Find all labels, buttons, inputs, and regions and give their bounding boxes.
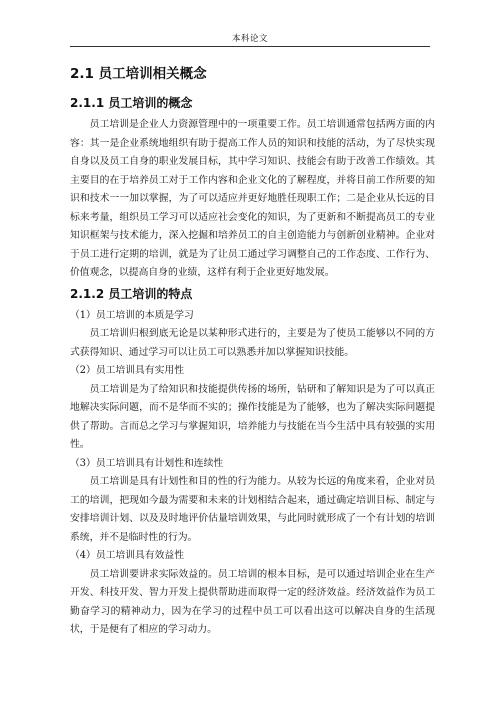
- document-body: [70, 64, 435, 640]
- concept-paragraph: 员工培训是企业人力资源管理中的一项重要工作。员工培训通常包括两方面的内容：其一是企业系统地组织有助于提高工作人员的知识和技能的活动，为了尽快实现自身以及员工自身的职业发展目标，其中学习知识、技能会有助于改善工作绩效。其主要目的在于培养员工对于工作内容和企业文化的了解程度，并将目前工作所要的知识和技术一一加以掌握，为了可以适应并更好地胜任现职工作；二是企业从长远的目标来考量，组织员工学习可以适应社会变化的知识，为了更新和不断提高员工的专业知识框架与技术能力，深入挖掘和培养员工的自主创造能力与创新创业精神。企业对于员工进行定期的培训，就是为了让员工通过学习调整自己的工作态度、工作行为、价值观念，以提高自身的业绩，这样有利于企业更好地发展。: [70, 119, 435, 278]
- feature-item-text: 员工培训归根到底无论是以某种形式进行的，主要是为了使员工能够以不同的方式获得知识、通过学习可以让员工可以熟悉并加以掌握知识技能。: [70, 328, 435, 358]
- feature-item-text: 员工培训是为了给知识和技能提供传扬的场所，钻研和了解知识是为了可以真正地解决实际问题，而不是华而不实的；操作技能是为了能够，也为了解决实际问题提供了帮助。言而总之学习与掌握知识，培养能力与技能在当今生活中具有较强的实用性。: [70, 383, 435, 450]
- subsection-heading-features: 2.1.2 员工培训的特点: [70, 286, 193, 301]
- header-title: 本科论文: [231, 34, 268, 44]
- feature-item-label: （1）员工培训的本质是学习: [70, 309, 194, 321]
- page-header: [70, 0, 430, 47]
- section-heading: 2.1 员工培训相关概念: [70, 66, 207, 82]
- subsection-heading-concept: 2.1.1 员工培训的概念: [70, 96, 193, 110]
- feature-item-label: （4）员工培训具有效益性: [70, 550, 184, 561]
- feature-item-label: （3）员工培训具有计划性和连续性: [70, 457, 224, 469]
- feature-item-text: 员工培训是具有计划性和目的性的行为能力。从较为长远的角度来看，企业对员工的培训，把现如今最为需要和未来的计划相结合起来，通过确定培训目标、制定与安排培训计划、以及及时地评价估量培训效果，与此同时就形成了一个有计划的培训系统，并不是临时性的行为。: [70, 476, 435, 543]
- feature-item-text: 员工培训要讲求实际效益的。员工培训的根本目标，是可以通过培训企业在生产开发、科技开发、智力开发上提供帮助进而取得一定的经济效益。经济效益作为员工勤奋学习的精神动力，因为在学习的过程中员工可以看出这可以解决自身的生活现状，于是便有了相应的学习动力。: [70, 568, 435, 635]
- feature-item-label: （2）员工培训具有实用性: [70, 365, 184, 376]
